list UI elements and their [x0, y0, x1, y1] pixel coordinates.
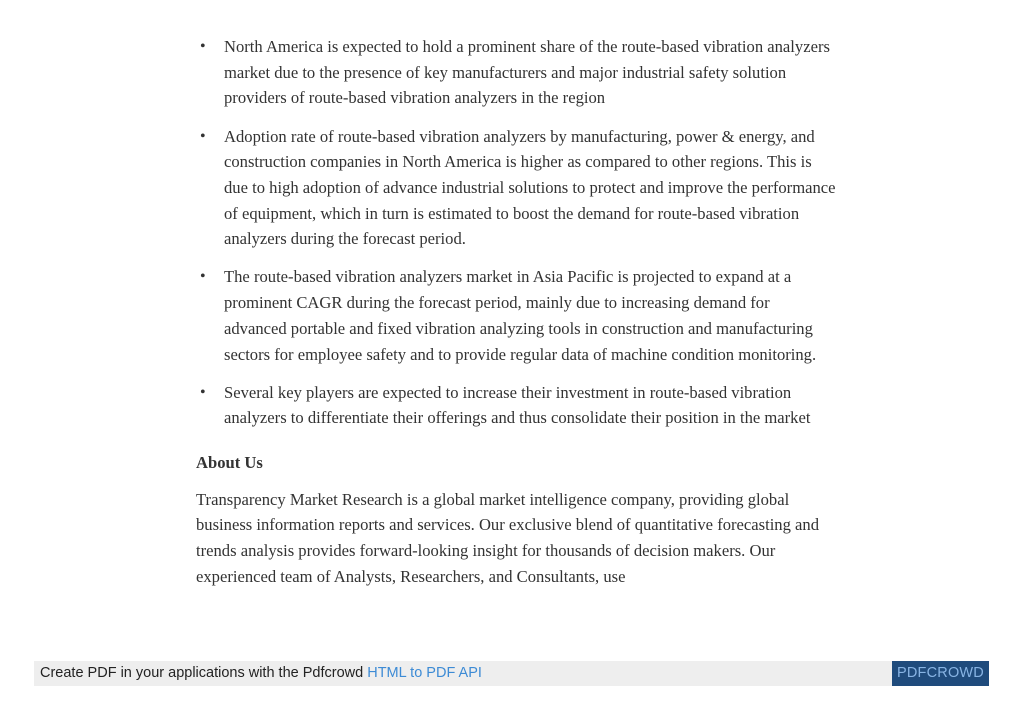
- bullet-text: The route-based vibration analyzers market in Asia Pacific is projected to expand at a prominent CAGR during the forecast period, mainly due to increasing demand for advanced portable and fixed vibration analyzing tools in construction and manufacturing sectors for employee safety and to provide regular data of machine condition monitoring.: [224, 267, 817, 364]
- bullet-dot-icon: •: [200, 268, 206, 286]
- bullet-text: Several key players are expected to increase their investment in route-based vibration analyzers to differentiate their offerings and thus consolidate their position in the market: [224, 382, 811, 428]
- bullet-dot-icon: •: [200, 127, 206, 145]
- bullet-dot-icon: •: [200, 383, 206, 401]
- about-us-paragraph: Transparency Market Research is a global market intelligence company, providing global business information reports and services. Our exclusive blend of quantitative forecasting and trends analysis provides forward-looking insight for thousands of decision makers. Our experienced team of Analysts, Researchers, and Consultants, use: [196, 489, 820, 586]
- bullet-dot-icon: •: [200, 38, 206, 55]
- document-body: [196, 34, 836, 590]
- bullet-item: [196, 380, 836, 431]
- bullet-item: [196, 124, 836, 253]
- footer-text: [40, 661, 482, 686]
- html-to-pdf-api-link[interactable]: HTML to PDF API: [367, 665, 482, 681]
- bullet-list: [196, 34, 836, 431]
- bullet-item: [196, 34, 836, 111]
- bullet-item: [196, 264, 836, 367]
- footer-prefix-text: Create PDF in your applications with the Pdfcrowd: [40, 665, 368, 681]
- pdfcrowd-footer-bar: [34, 661, 989, 686]
- bullet-text: Adoption rate of route-based vibration analyzers by manufacturing, power & energy, and construction companies in North America is higher as compared to other regions. This is due to high adoption of advance industrial solutions to protect and improve the performance of equipment, which in turn is estimated to boost the demand for route-based vibration analyzers during the forecast period.: [224, 126, 836, 249]
- pdfcrowd-brand-button[interactable]: PDFCROWD: [892, 661, 989, 686]
- bullet-text: North America is expected to hold a prominent share of the route-based vibration analyzers market due to the presence of key manufacturers and major industrial safety solution providers of route-based vibration analyzers in the region: [224, 37, 830, 108]
- about-us-heading: About Us: [196, 453, 263, 473]
